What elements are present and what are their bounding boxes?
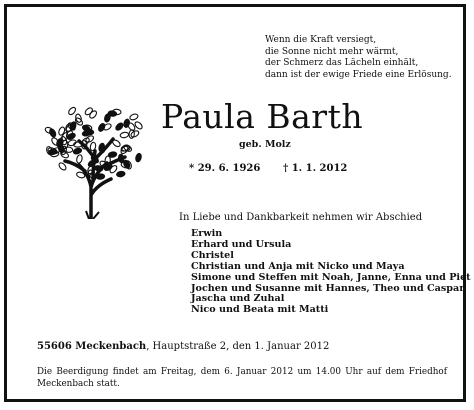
poem (265, 35, 452, 81)
list-item: Christian und Anja mit Nicko und Maya (191, 260, 405, 272)
list-item: Jochen und Susanne mit Hannes, Theo und Caspar (191, 282, 465, 294)
poem-line: der Schmerz das Lächeln einhält, (265, 58, 419, 68)
poem-line: Wenn die Kraft versiegt, (265, 35, 377, 45)
birth-date: * 29. 6. 1926 (189, 163, 261, 174)
list-item: Erwin (191, 228, 223, 239)
list-item: Christel (191, 249, 234, 261)
poem-line: dann ist der ewige Friede eine Erlösung. (265, 69, 452, 80)
deceased-name: Paula Barth (161, 97, 364, 136)
mourners-list (191, 229, 471, 316)
maiden-name: geb. Molz (239, 139, 291, 150)
place-and-date (37, 341, 329, 352)
farewell-intro: In Liebe und Dankbarkeit nehmen wir Abschied (179, 212, 423, 223)
list-item: Nico und Beata mit Matti (191, 304, 329, 316)
list-item: Simone und Steffen mit Noah, Janne, Enna und Piet (191, 271, 471, 283)
list-item: Erhard und Ursula (191, 238, 292, 250)
funeral-note: Die Beerdigung findet am Freitag, dem 6. Januar 2012 um 14.00 Uhr auf dem Friedhof Meckenbach statt. (37, 367, 447, 389)
place-town: 55606 Meckenbach (37, 341, 147, 352)
death-date: † 1. 1. 2012 (283, 163, 348, 174)
obituary-notice (4, 4, 471, 402)
list-item: Jascha und Zuhal (191, 293, 285, 305)
tree-icon (41, 99, 153, 219)
poem-line: die Sonne nicht mehr wärmt, (265, 46, 399, 57)
place-address-date: , Hauptstraße 2, den 1. Januar 2012 (146, 341, 330, 352)
